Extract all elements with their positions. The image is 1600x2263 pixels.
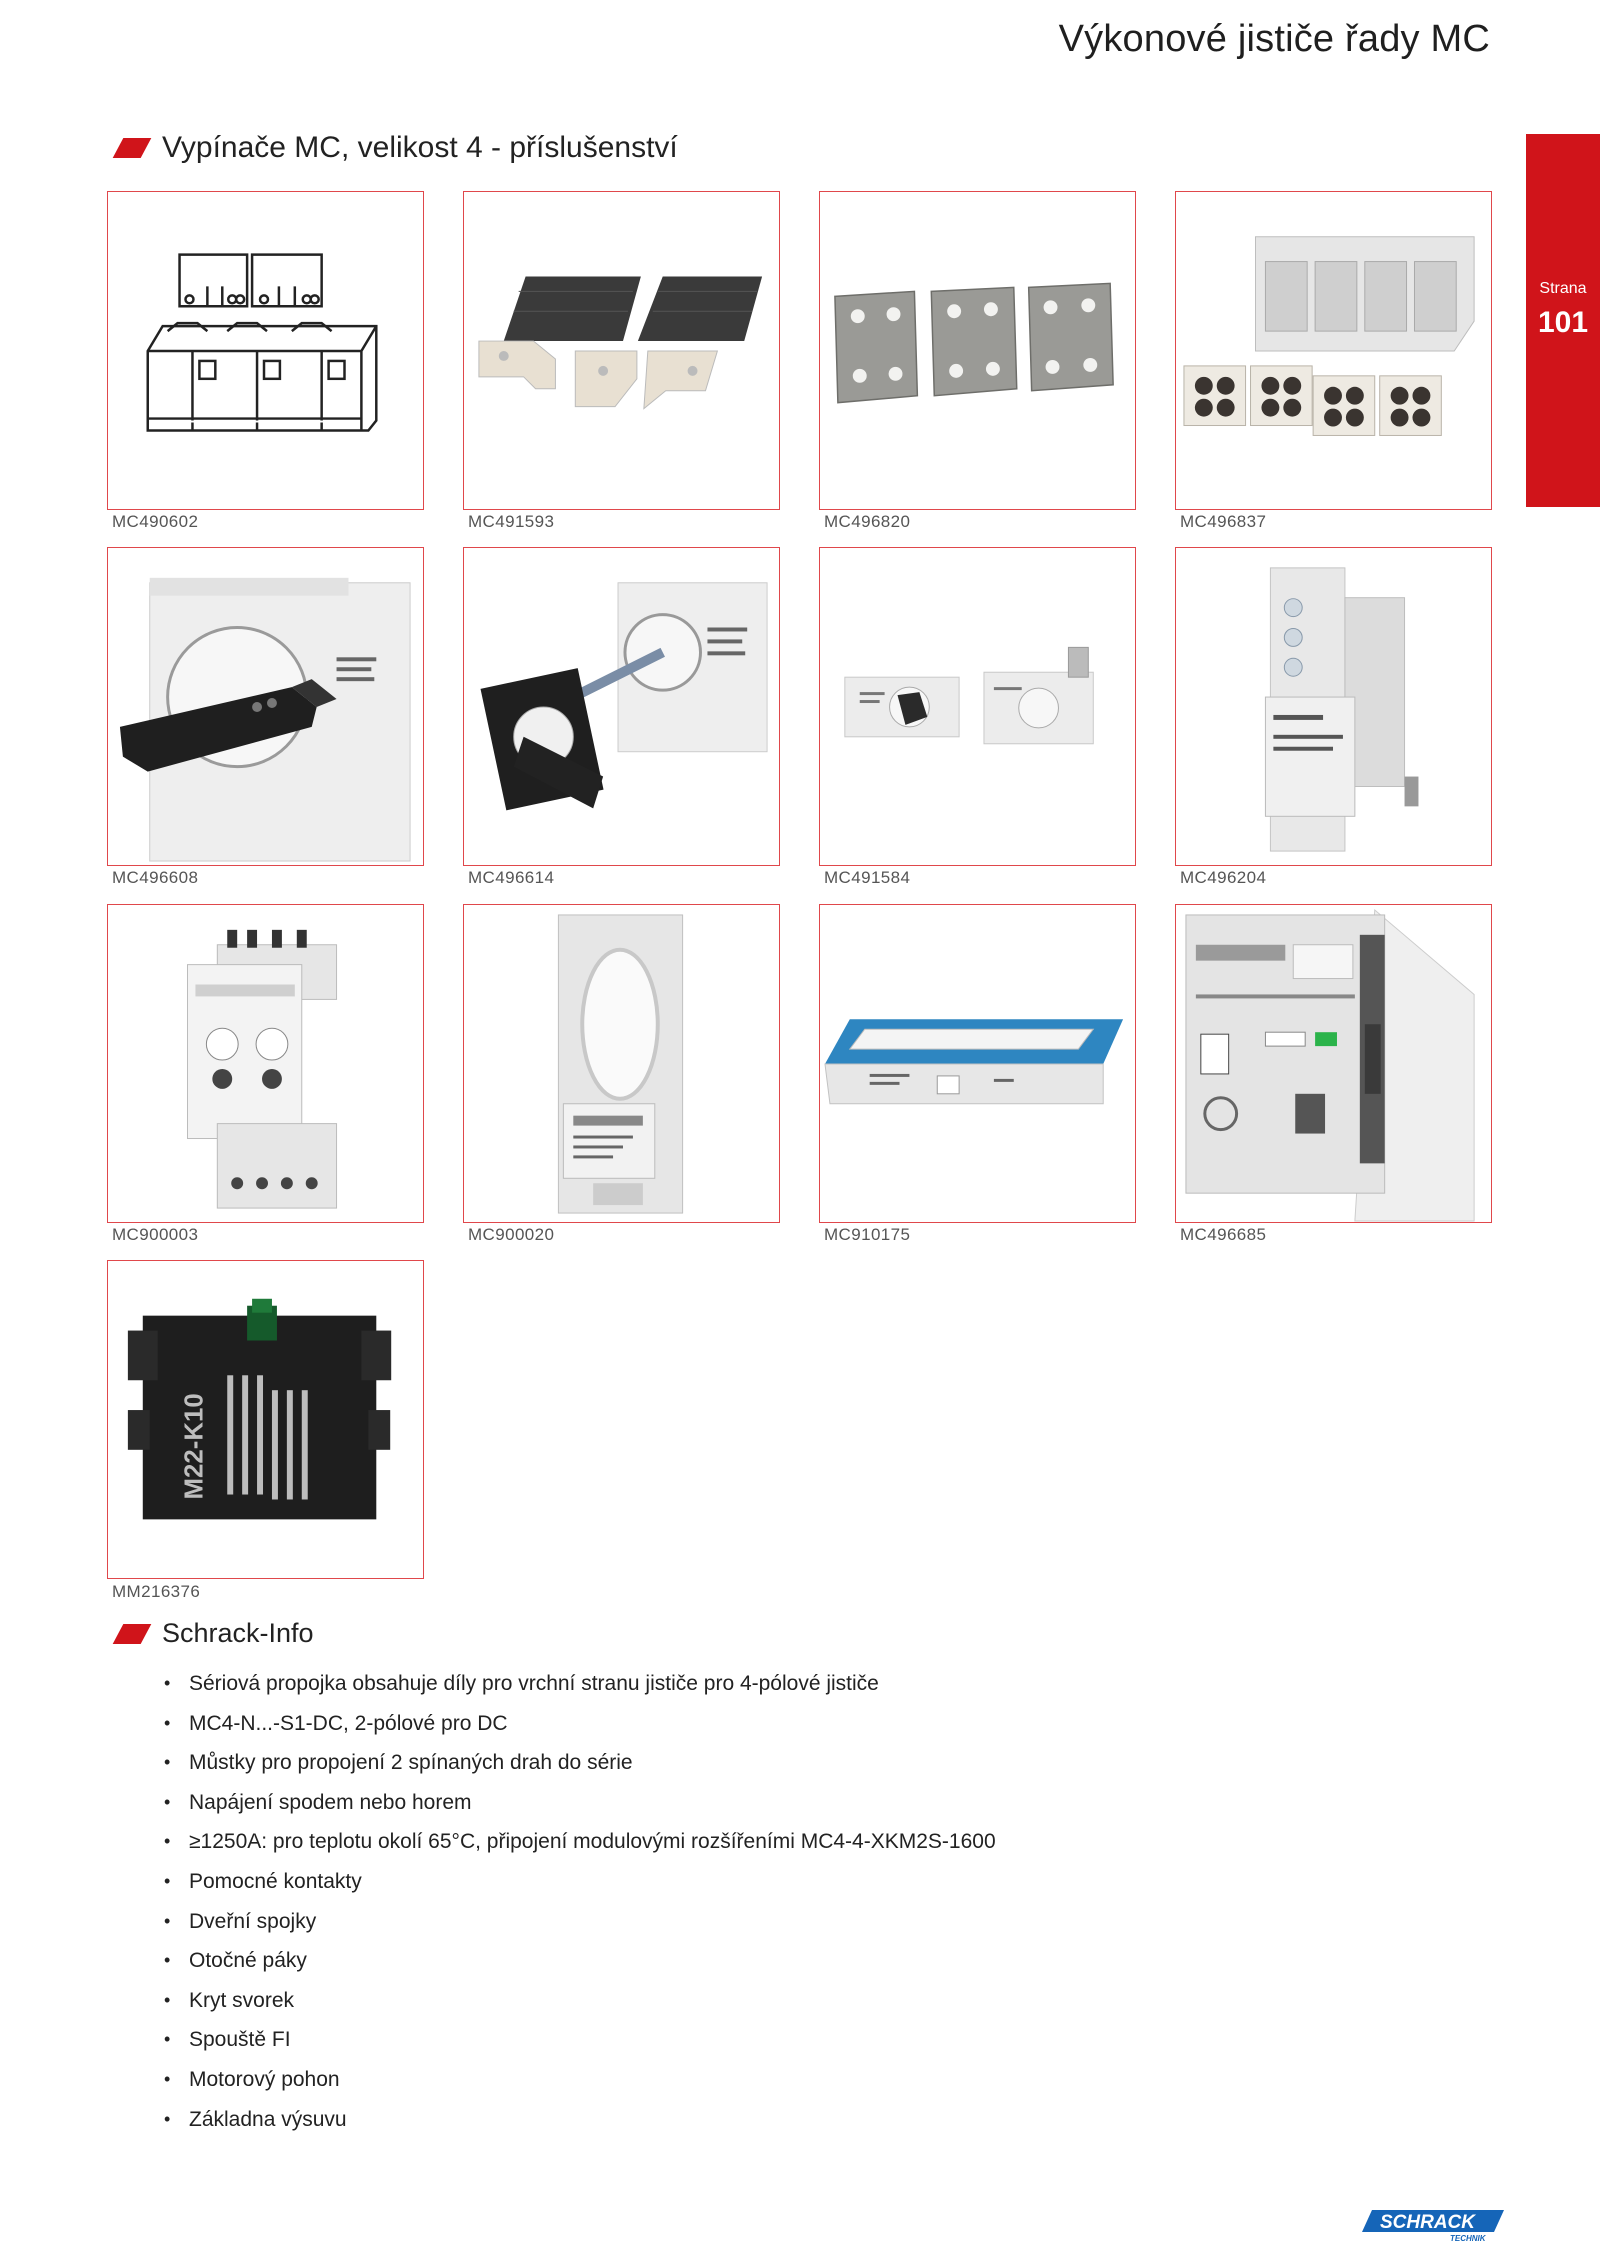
product-image-mc490602 [107, 191, 424, 510]
page-number-tab [1526, 134, 1600, 507]
list-item: • Sériová propojka obsahuje díly pro vrchní stranu jističe pro 4-pólové jističe [164, 1664, 996, 1704]
insulating-plates-icon [464, 192, 779, 509]
bullet-icon: • [164, 1752, 171, 1773]
current-transformer-icon [464, 905, 779, 1222]
product-image-mc496614 [463, 547, 780, 866]
product-image-mc910175 [819, 904, 1136, 1223]
list-item: • Motorový pohon [164, 2060, 996, 2100]
bullet-icon: • [164, 1831, 171, 1852]
product-code: MM216376 [112, 1582, 201, 1601]
door-coupling-icon [820, 548, 1135, 865]
terminal-cover-drawing-icon [108, 192, 423, 509]
product-code: MC900003 [112, 1225, 199, 1244]
list-item: • Napájení spodem nebo horem [164, 1783, 996, 1823]
product-image-mc900020 [463, 904, 780, 1223]
list-item: • Základna výsuvu [164, 2100, 996, 2140]
product-image-mc496608 [107, 547, 424, 866]
section-title-text: Schrack-Info [162, 1618, 314, 1648]
list-item: • Otočné páky [164, 1941, 996, 1981]
section-marker-icon [113, 1624, 152, 1644]
bullet-icon: • [164, 1910, 171, 1931]
list-item: • Dveřní spojky [164, 1902, 996, 1942]
section-title-accessories [112, 131, 678, 165]
list-item: • Spouště FI [164, 2020, 996, 2060]
bullet-icon: • [164, 1712, 171, 1733]
product-image-mc900003 [107, 904, 424, 1223]
list-item: • Kryt svorek [164, 1981, 996, 2021]
bullet-icon: • [164, 1950, 171, 1971]
product-code: MC910175 [824, 1225, 911, 1244]
page-title: Výkonové jističe řady MC [1058, 18, 1490, 60]
bullet-icon: • [164, 1870, 171, 1891]
product-code: MC490602 [112, 512, 199, 531]
bullet-icon: • [164, 1989, 171, 2010]
product-image-mc491593 [463, 191, 780, 510]
schrack-logo [1362, 2208, 1504, 2242]
product-image-mc496685 [1175, 904, 1492, 1223]
bullet-icon: • [164, 2029, 171, 2050]
relay-module-icon [108, 905, 423, 1222]
bullet-icon: • [164, 2068, 171, 2089]
product-image-mc496837 [1175, 191, 1492, 510]
undervoltage-release-icon [1176, 548, 1491, 865]
page-label: Strana [1539, 280, 1587, 297]
section-title-text: Vypínače MC, velikost 4 - příslušenství [162, 131, 678, 164]
connection-plates-icon [820, 192, 1135, 509]
auxiliary-contact-icon [108, 1261, 423, 1578]
product-image-mc496820 [819, 191, 1136, 510]
product-image-mc491584 [819, 547, 1136, 866]
motor-operator-icon [1176, 905, 1491, 1222]
product-code: MC496608 [112, 868, 199, 887]
product-code: MC496820 [824, 512, 911, 531]
info-list [164, 1664, 996, 2139]
bullet-icon: • [164, 2108, 171, 2129]
product-image-mc496204 [1175, 547, 1492, 866]
list-item: • Pomocné kontakty [164, 1862, 996, 1902]
box-terminals-icon [1176, 192, 1491, 509]
product-code: MC491584 [824, 868, 911, 887]
product-code: MC491593 [468, 512, 555, 531]
bullet-icon: • [164, 1673, 171, 1693]
list-item: • MC4-N...-S1-DC, 2-pólové pro DC [164, 1704, 996, 1744]
door-frame-icon [820, 905, 1135, 1222]
product-image-mm216376 [107, 1260, 424, 1579]
extended-shaft-handle-icon [464, 548, 779, 865]
list-item: • Můstky pro propojení 2 spínaných drah do série [164, 1743, 996, 1783]
logo-subtext: TECHNIK [1450, 2234, 1486, 2242]
logo-text: SCHRACK [1380, 2212, 1475, 2233]
door-handle-icon [108, 548, 423, 865]
svg-text:M22-K10: M22-K10 [180, 1393, 209, 1500]
list-item: • ≥1250A: pro teplotu okolí 65°C, připojení modulovými rozšířeními MC4-4-XKM2S-1600 [164, 1822, 996, 1862]
page-number: 101 [1537, 306, 1589, 339]
product-code: MC496204 [1180, 868, 1267, 887]
product-code: MC900020 [468, 1225, 555, 1244]
bullet-icon: • [164, 1791, 171, 1812]
section-title-info [112, 1618, 314, 1649]
section-marker-icon [113, 138, 152, 158]
product-code: MC496685 [1180, 1225, 1267, 1244]
product-code: MC496614 [468, 868, 555, 887]
product-code: MC496837 [1180, 512, 1267, 531]
